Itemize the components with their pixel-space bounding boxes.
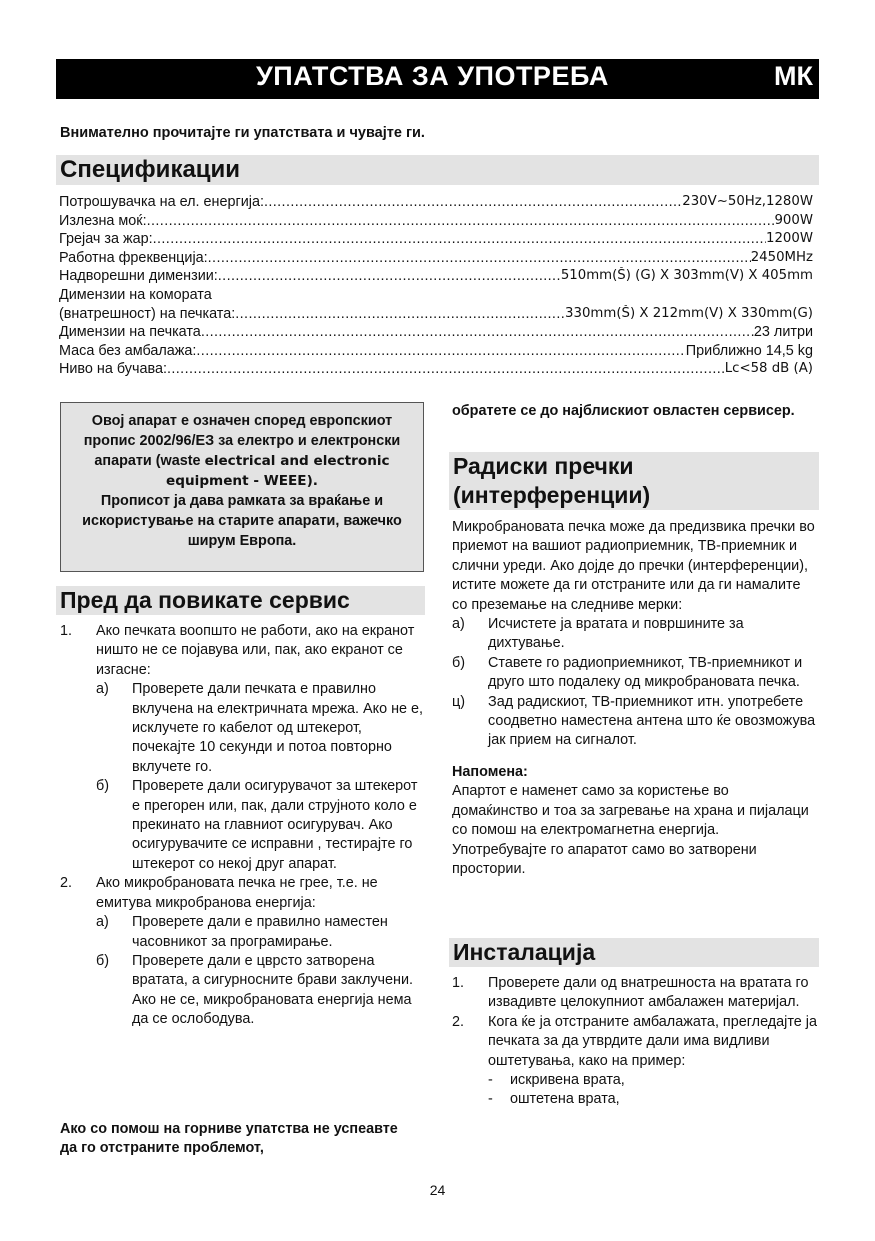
list-text: Проверете дали е правилно наместен часовникот за програмирање. (132, 914, 388, 950)
intro-text: Внимателно прочитајте ги упатствата и чувајте ги. (60, 125, 425, 141)
list-letter: б) (96, 952, 110, 969)
list-text: Проверете дали осигурувачот за штекерот е прегорен или, пак, дали струјното коло е прекинато на главниот осигурувач. Ако осигурувачите се исправни , тестирајте го штекерот со некој друг апарат. (132, 778, 418, 872)
list-letter: а) (452, 616, 465, 633)
list-dash: - (488, 1072, 493, 1089)
spec-label: Излезна моќ: (59, 212, 147, 229)
list-letter: а) (96, 914, 109, 931)
installation-heading: Инсталација (449, 938, 819, 967)
spec-label: Маса без амбалажа: (59, 342, 197, 359)
list-item (452, 654, 817, 693)
list-item (60, 622, 425, 680)
weee-text-1: Овој апарат е означен според европскиот пропис 2002/96/ЕЗ за електро и електронски апарати (waste (83, 413, 401, 469)
list-text: Проверете дали е цврсто затворена вратата, а сигурносните брави заклучени. Ако не се, микробрановата енергија нема да се ослободува. (132, 952, 414, 1028)
spec-label: Димензии на комората (59, 286, 212, 303)
note-text: Апартот е наменет само за користење во домаќинство и тоа за загревање на храна и пијалаци со помош на електромагнетна енергија. Употребувајте го апаратот само во затворени простории. (452, 783, 809, 877)
spec-value: 23 литри (753, 324, 813, 341)
list-text: Ако печката воопшто не работи, ако на екранот ништо не се појавува или, пак, ако екранот се изгасне: (96, 623, 415, 678)
list-letter: а) (96, 681, 109, 698)
list-item (60, 777, 425, 874)
spec-row (59, 249, 813, 268)
spec-value: 900W (774, 212, 813, 228)
spec-label: Надворешни димензии: (59, 268, 218, 285)
specs-heading: Спецификации (56, 155, 819, 185)
interference-intro: Микробрановата печка може да предизвика пречки во приемот на вашиот радиоприемник, ТВ-приемник и слични уреди. Ако дојде до пречки (интерференции), истите можете да ги отстраните или да ги намалите со преземање на следниве мерки: (452, 519, 815, 613)
service-closing-left: Ако со помош на горниве упатства не успеавте да го отстраните проблемот, (60, 1121, 398, 1157)
spec-value: Приближно 14,5 kg (685, 342, 813, 359)
list-text: Проверете дали од внатрешноста на вратата го извадивте целокупниот амбалажен материјал. (488, 975, 809, 1011)
spec-row (59, 305, 813, 324)
spec-row (59, 212, 813, 231)
list-text: Кога ќе ја отстраните амбалажата, прегледајте ја печката за да утврдите дали има видливи оштетувања, како на пример: (488, 1013, 817, 1069)
weee-text-2: electrical and electronic equipment - WEEE). (166, 453, 390, 489)
list-text: Зад радискиот, ТВ-приемникот итн. употребете соодветно наместена антена што ќе овозможува јак прием на сигналот. (488, 693, 816, 749)
spec-value: 1200W (766, 231, 813, 247)
spec-row (59, 342, 813, 361)
spec-label: Грејач за жар: (59, 231, 153, 248)
list-letter: ц) (452, 693, 466, 710)
list-text: Исчистете ја вратата и површините за дихтување. (488, 616, 744, 652)
spec-row (59, 360, 813, 379)
weee-notice-box (60, 402, 424, 572)
list-item (60, 874, 425, 913)
list-number: 2. (60, 875, 73, 892)
list-number: 1. (452, 975, 465, 991)
service-heading: Пред да повикате сервис (56, 586, 425, 615)
list-dash: - (488, 1091, 493, 1108)
page-number: 24 (429, 1182, 446, 1198)
spec-label: Работна фреквенција: (59, 249, 208, 266)
interference-section (452, 518, 817, 879)
list-text: Проверете дали печката е правилно вклучена на електричната мрежа. Ако не е, исклучете го кабелот од штекерот, почекајте 10 секунди и потоа повторно вклучете го. (132, 681, 424, 775)
spec-row (59, 193, 813, 212)
spec-row (59, 286, 813, 305)
spec-value: 230V~50Hz,1280W (682, 194, 813, 209)
spec-label: (внатрешност) на печката: (59, 305, 236, 322)
service-section (60, 622, 425, 1030)
spec-value: 2450MHz (750, 249, 813, 265)
spec-value: 510mm(Š) (G) X 303mm(V) X 405mm (560, 268, 813, 284)
page-title: УПАТСТВА ЗА УПОТРЕБА (256, 61, 609, 91)
specs-list (59, 193, 813, 379)
note-label: Напомена: (452, 763, 528, 780)
spec-label: Димензии на печката (59, 324, 201, 341)
list-number: 1. (60, 623, 73, 639)
list-item (452, 974, 817, 1013)
list-item (60, 952, 425, 1030)
list-text: оштетена врата, (510, 1091, 620, 1108)
language-code: МК (774, 61, 813, 91)
list-item (452, 615, 817, 654)
weee-text-3: Прописот ја дава рамката за враќање и искористување на старите апарати, важечко ширум Европа. (82, 493, 402, 549)
list-text: искривена врата, (510, 1072, 625, 1089)
list-letter: б) (96, 778, 110, 795)
list-item (452, 1013, 817, 1071)
list-item (60, 680, 425, 777)
list-item (60, 913, 425, 952)
list-item (452, 1090, 817, 1109)
spec-row (59, 267, 813, 286)
installation-section (452, 974, 817, 1110)
list-number: 2. (452, 1013, 465, 1030)
list-item (452, 1071, 817, 1090)
interference-heading-line1: Радиски пречки (453, 453, 634, 479)
page-header (56, 59, 819, 99)
spec-value: Lc<58 dB (A) (724, 361, 813, 377)
service-closing-right: обратете се до најблискиот овластен сервисер. (452, 403, 795, 419)
interference-heading-line2: (интерференции) (453, 482, 651, 508)
spec-value: 330mm(Š) X 212mm(V) X 330mm(G) (565, 305, 813, 321)
spec-label: Потрошувачка на ел. енергија: (59, 194, 264, 210)
interference-heading (449, 452, 819, 510)
spec-label: Ниво на бучава: (59, 361, 167, 378)
list-letter: б) (452, 654, 466, 671)
list-text: Ставете го радиоприемникот, ТВ-приемникот и друго што подалеку од микробрановата печка. (488, 654, 803, 691)
list-item (452, 693, 817, 751)
spec-row (59, 323, 813, 342)
list-text: Ако микробрановата печка не грее, т.е. не емитува микробранова енергија: (96, 875, 378, 911)
spec-row (59, 230, 813, 249)
